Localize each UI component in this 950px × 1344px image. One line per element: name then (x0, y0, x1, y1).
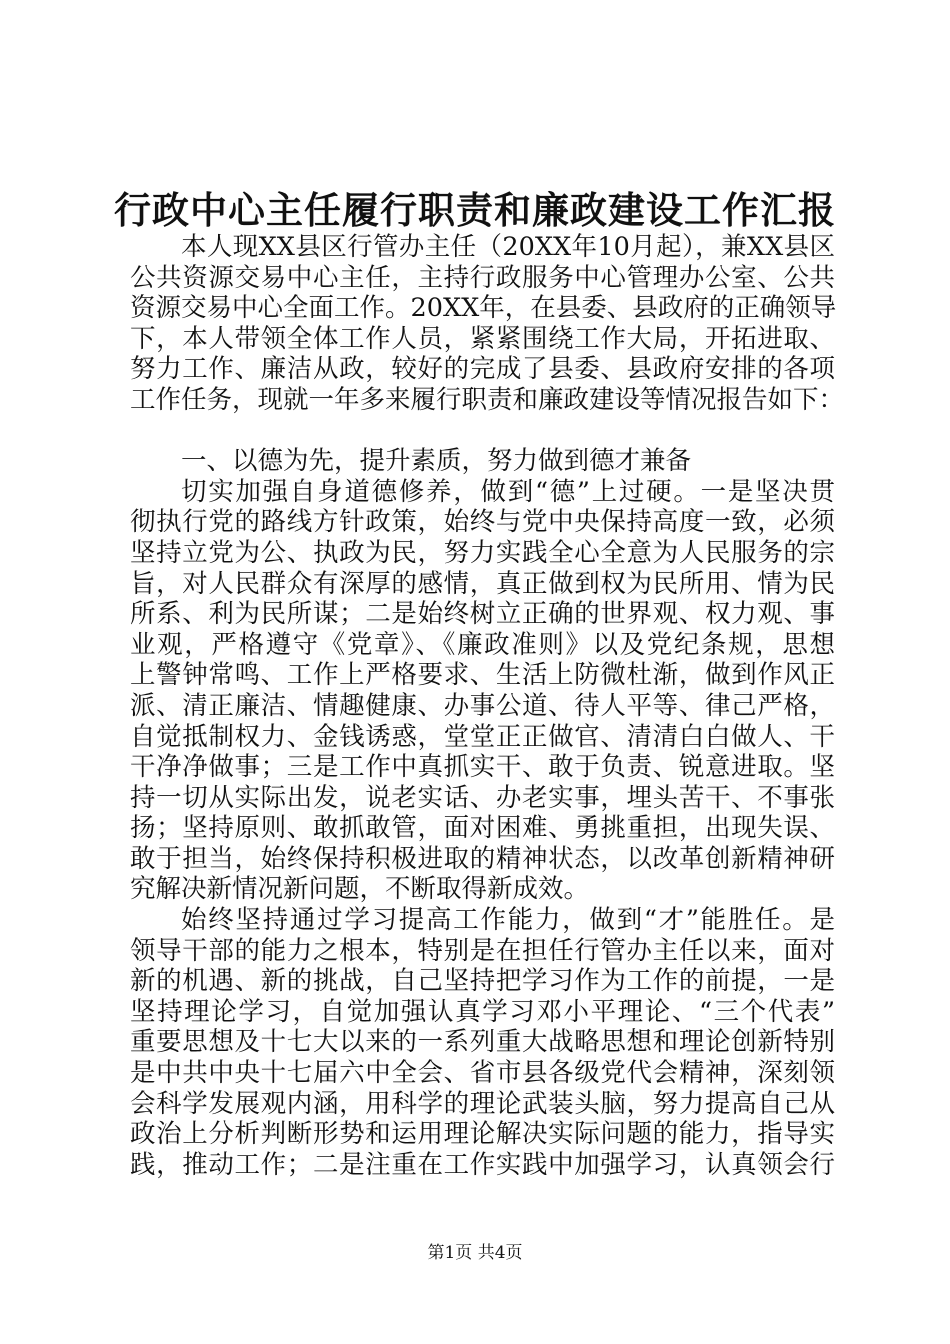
text-line: 持一切从实际出发，说老实话、办老实事，埋头苦干、不事张 (130, 782, 835, 813)
text-line: 自觉抵制权力、金钱诱惑，堂堂正正做官、清清白白做人、干 (130, 721, 835, 752)
text-line: 干净净做事；三是工作中真抓实干、敢于负责、锐意进取。坚 (130, 752, 835, 783)
text-line: 旨，对人民群众有深厚的感情，真正做到权为民所用、情为民 (130, 568, 835, 599)
text-line: 会科学发展观内涵，用科学的理论武装头脑，努力提高自己从 (130, 1088, 835, 1119)
text-line: 坚持立党为公、执政为民，努力实践全心全意为人民服务的宗 (130, 537, 835, 568)
text-line: 是中共中央十七届六中全会、省市县各级党代会精神，深刻领 (130, 1058, 835, 1089)
text-line: 努力工作、廉洁从政，较好的完成了县委、县政府安排的各项 (130, 354, 835, 385)
text-line: 敢于担当，始终保持积极进取的精神状态，以改革创新精神研 (130, 843, 835, 874)
text-line: 下，本人带领全体工作人员，紧紧围绕工作大局，开拓进取、 (130, 323, 835, 354)
text-line: 彻执行党的路线方针政策，始终与党中央保持高度一致，必须 (130, 507, 835, 538)
text-line: 业观，严格遵守《党章》、《廉政准则》以及党纪条规，思想 (130, 629, 835, 660)
document-title: 行政中心主任履行职责和廉政建设工作汇报 (114, 188, 836, 232)
paragraph-gap (130, 416, 835, 447)
text-line: 坚持理论学习，自觉加强认真学习邓小平理论、“三个代表” (130, 996, 835, 1027)
text-line: 领导干部的能力之根本，特别是在担任行管办主任以来，面对 (130, 935, 835, 966)
paragraph-virtue (130, 477, 835, 905)
paragraph-ability (130, 905, 835, 1180)
text-line: 究解决新情况新问题，不断取得新成效。 (130, 874, 590, 905)
text-line: 重要思想及十七大以来的一系列重大战略思想和理论创新特别 (130, 1027, 835, 1058)
text-line: 工作任务，现就一年多来履行职责和廉政建设等情况报告如下： (130, 384, 845, 415)
text-line: 政治上分析判断形势和运用理论解决实际问题的能力，指导实 (130, 1119, 835, 1150)
text-line: 资源交易中心全面工作。20XX年，在县委、县政府的正确领导 (130, 293, 837, 324)
text-line: 切实加强自身道德修养，做到“德”上过硬。一是坚决贯 (181, 476, 835, 507)
text-line: 公共资源交易中心主任，主持行政服务中心管理办公室、公共 (130, 262, 835, 293)
document-body (130, 232, 845, 1180)
text-line: 上警钟常鸣、工作上严格要求、生活上防微杜渐，做到作风正 (130, 660, 835, 691)
text-line: 扬；坚持原则、敢抓敢管，面对困难、勇挑重担，出现失误、 (130, 813, 835, 844)
text-line: 践，推动工作；二是注重在工作实践中加强学习，认真领会行 (130, 1149, 835, 1180)
text-line: 始终坚持通过学习提高工作能力，做到“才”能胜任。是 (181, 905, 835, 936)
intro-paragraph (130, 232, 845, 416)
text-line: 所系、利为民所谋；二是始终树立正确的世界观、权力观、事 (130, 599, 835, 630)
page-footer: 第1页 共4页 (427, 1243, 523, 1263)
text-line: 本人现XX县区行管办主任（20XX年10月起），兼XX县区 (181, 232, 835, 262)
text-line: 派、清正廉洁、情趣健康、办事公道、待人平等、律己严格， (130, 690, 835, 721)
text-line: 新的机遇、新的挑战，自己坚持把学习作为工作的前提，一是 (130, 966, 835, 997)
section-heading: 一、以德为先，提升素质，努力做到德才兼备 (181, 446, 692, 477)
